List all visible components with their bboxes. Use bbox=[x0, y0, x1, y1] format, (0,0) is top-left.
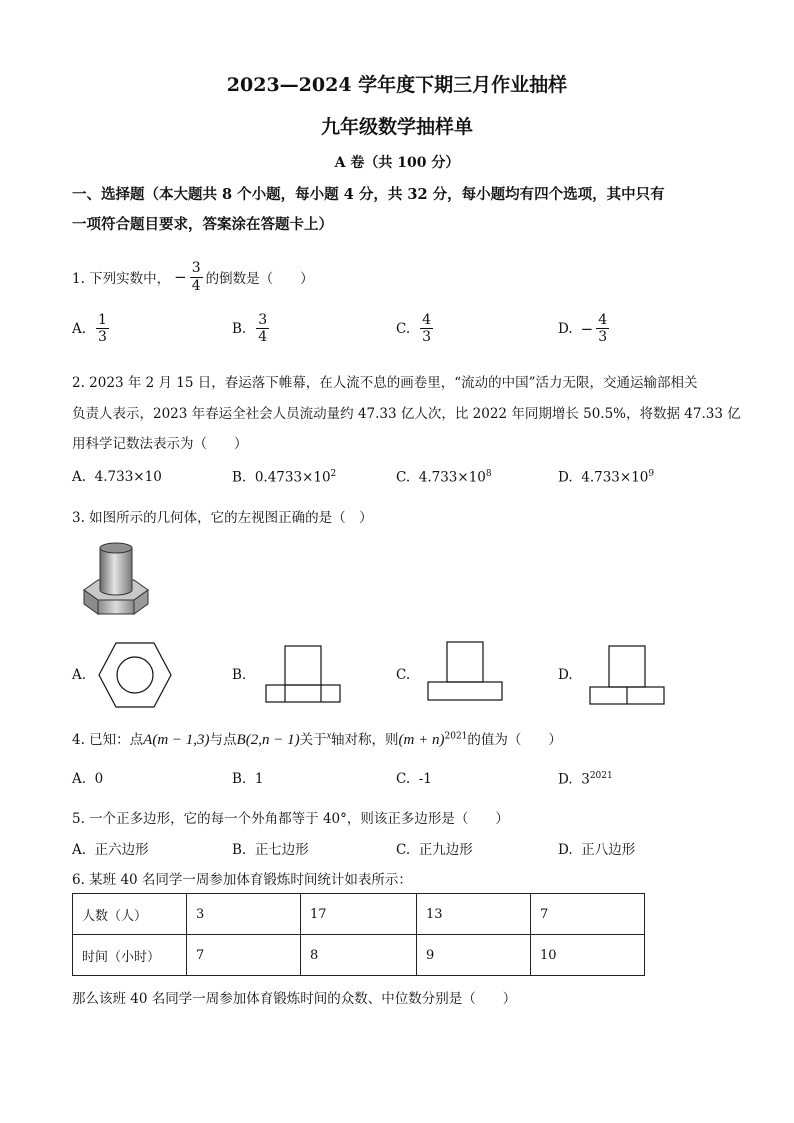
q5-b-letter: B. bbox=[232, 842, 247, 858]
q2-option-c[interactable] bbox=[396, 469, 492, 486]
q2-a-value: 4.733×10 bbox=[94, 469, 162, 485]
q3-solid-figure bbox=[78, 540, 154, 622]
q2-b-letter: B. bbox=[232, 469, 247, 486]
q1-option-d-fraction bbox=[596, 312, 609, 345]
q4-c-value: -1 bbox=[418, 771, 432, 787]
q6-question: 那么该班 40 名同学一周参加体育锻炼时间的众数、中位数分别是（ ） bbox=[72, 991, 517, 1007]
q1-option-d-letter: D. bbox=[558, 320, 573, 337]
table-cell: 人数（人） bbox=[73, 894, 187, 935]
q1-option-c-fraction bbox=[420, 312, 433, 345]
q5-text: 5. 一个正多边形，它的每一个外角都等于 40°，则该正多边形是（ ） bbox=[72, 811, 509, 827]
table-row bbox=[73, 894, 645, 935]
table-cell: 13 bbox=[417, 894, 531, 935]
q5-a-letter: A. bbox=[72, 842, 87, 858]
q3-option-a-hexagon-figure bbox=[98, 642, 172, 708]
q2-d-value: 4.733×10 bbox=[581, 469, 649, 486]
q4-point-b-coords: (2,n − 1) bbox=[245, 732, 300, 748]
q1-d-num: 4 bbox=[598, 312, 608, 328]
q1-option-b-letter: B. bbox=[232, 320, 247, 337]
q1-option-d[interactable] bbox=[558, 312, 612, 345]
paper-part-label: A 卷（共 100 分） bbox=[334, 155, 460, 171]
q4-b-letter: B. bbox=[232, 771, 247, 787]
q3-option-a[interactable]: A. bbox=[72, 667, 87, 683]
q2-line2: 负责人表示，2023 年春运全社会人员流动量约 47.33 亿人次，比 2022 年同期增长 50.5%，将数据 47.33 亿 bbox=[72, 406, 741, 422]
q5-d-value: 正八边形 bbox=[581, 842, 636, 858]
q4-point-a-coords: (m − 1,3) bbox=[152, 732, 210, 748]
q4-d-value: 3 bbox=[581, 771, 590, 788]
q4-option-d[interactable] bbox=[558, 771, 613, 788]
q3-option-b-figure bbox=[265, 645, 341, 703]
q4-c-letter: C. bbox=[396, 771, 411, 787]
exam-subtitle: 九年级数学抽样单 bbox=[320, 116, 473, 138]
q5-option-d[interactable] bbox=[558, 838, 635, 858]
table-cell: 10 bbox=[531, 935, 645, 976]
q2-c-letter: C. bbox=[396, 469, 411, 486]
q3-option-c[interactable]: C. bbox=[396, 667, 411, 683]
q1-option-a[interactable] bbox=[72, 312, 112, 345]
q3-text: 3. 如图所示的几何体，它的左视图正确的是（ ） bbox=[72, 510, 373, 526]
q4-option-a[interactable] bbox=[72, 771, 103, 787]
q3-option-d[interactable]: D. bbox=[558, 667, 573, 683]
q1-c-den: 3 bbox=[422, 329, 432, 346]
q1-frac-num: 3 bbox=[191, 260, 201, 277]
q1-option-a-fraction bbox=[96, 312, 109, 345]
q4-mid: 与点 bbox=[209, 732, 237, 748]
question-4 bbox=[72, 728, 562, 749]
q1-b-den: 4 bbox=[258, 329, 268, 346]
q2-b-exp: 2 bbox=[330, 469, 337, 479]
q1-b-num: 3 bbox=[258, 312, 268, 328]
q1-suffix: 的倒数是（ ） bbox=[205, 271, 314, 287]
q6-text: 6. 某班 40 名同学一周参加体育锻炼时间统计如表所示： bbox=[72, 872, 412, 888]
q4-b-value: 1 bbox=[254, 771, 264, 787]
q2-option-b[interactable] bbox=[232, 469, 336, 486]
q3-option-c-figure bbox=[427, 641, 503, 701]
q5-option-b[interactable] bbox=[232, 838, 309, 858]
q6-frequency-table bbox=[72, 893, 645, 976]
q1-a-num: 1 bbox=[98, 312, 107, 328]
q2-a-letter: A. bbox=[72, 469, 87, 485]
q5-option-c[interactable] bbox=[396, 838, 473, 858]
q3-option-d-figure bbox=[589, 645, 665, 705]
table-cell: 17 bbox=[301, 894, 417, 935]
q1-prefix: 1. 下列实数中， bbox=[72, 271, 171, 287]
q1-option-b-fraction bbox=[256, 312, 269, 345]
q4-expr: (m + n) bbox=[398, 732, 445, 748]
q5-d-letter: D. bbox=[558, 842, 573, 858]
q2-option-a[interactable] bbox=[72, 469, 162, 485]
q4-option-b[interactable] bbox=[232, 771, 263, 787]
q2-option-d[interactable] bbox=[558, 469, 654, 486]
q4-prefix: 4. 已知：点 bbox=[72, 732, 144, 748]
table-cell: 3 bbox=[187, 894, 301, 935]
q2-b-value: 0.4733×10 bbox=[254, 469, 331, 486]
q1-d-den: 3 bbox=[598, 329, 608, 346]
q1-option-c[interactable] bbox=[396, 312, 436, 345]
q4-point-b-name: B bbox=[236, 732, 246, 748]
q1-option-a-letter: A. bbox=[72, 320, 87, 337]
q2-line3: 用科学记数法表示为（ ） bbox=[72, 436, 248, 452]
q4-d-letter: D. bbox=[558, 771, 573, 788]
q1-c-num: 4 bbox=[422, 312, 432, 328]
q2-d-letter: D. bbox=[558, 469, 573, 486]
q1-frac-den: 4 bbox=[191, 277, 201, 294]
table-cell: 8 bbox=[301, 935, 417, 976]
q1-fraction bbox=[190, 260, 203, 293]
table-cell: 7 bbox=[531, 894, 645, 935]
exam-title: 2023—2024 学年度下期三月作业抽样 bbox=[226, 74, 568, 96]
q5-a-value: 正六边形 bbox=[94, 842, 149, 858]
section-heading-line1: 一、选择题（本大题共 8 个小题，每小题 4 分，共 32 分，每小题均有四个选项，其中只有 bbox=[72, 186, 665, 203]
q2-c-exp: 8 bbox=[485, 469, 492, 479]
q5-b-value: 正七边形 bbox=[254, 842, 309, 858]
table-cell: 9 bbox=[417, 935, 531, 976]
table-cell: 7 bbox=[187, 935, 301, 976]
q4-mid3: 轴对称，则 bbox=[331, 732, 399, 748]
q4-option-c[interactable] bbox=[396, 771, 432, 787]
q5-c-letter: C. bbox=[396, 842, 411, 858]
q5-c-value: 正九边形 bbox=[418, 842, 473, 858]
section-heading-line2: 一项符合题目要求，答案涂在答题卡上） bbox=[72, 216, 333, 233]
q1-option-d-sign: − bbox=[580, 319, 594, 338]
q1-option-c-letter: C. bbox=[396, 320, 411, 337]
q4-suffix: 的值为（ ） bbox=[467, 732, 562, 748]
q4-a-letter: A. bbox=[72, 771, 87, 787]
q4-a-value: 0 bbox=[94, 771, 104, 787]
q4-mid2: 关于 bbox=[299, 732, 327, 748]
q5-option-a[interactable] bbox=[72, 838, 149, 858]
q4-axis: x bbox=[326, 730, 332, 742]
q4-point-a-name: A bbox=[143, 732, 153, 748]
q1-option-b[interactable] bbox=[232, 312, 272, 345]
q2-line1: 2. 2023 年 2 月 15 日，春运落下帷幕，在人流不息的画卷里，“流动的中国”活力无限，交通运输部相关 bbox=[72, 375, 698, 391]
q4-d-exp: 2021 bbox=[589, 771, 613, 781]
q2-c-value: 4.733×10 bbox=[418, 469, 486, 486]
question-1 bbox=[72, 246, 314, 308]
q3-option-b[interactable]: B. bbox=[232, 667, 247, 683]
q2-d-exp: 9 bbox=[648, 469, 655, 479]
table-cell: 时间（小时） bbox=[73, 935, 187, 976]
q4-expr-exp: 2021 bbox=[444, 731, 468, 742]
q1-a-den: 3 bbox=[98, 329, 107, 346]
q1-frac-sign: − bbox=[174, 268, 187, 286]
table-row bbox=[73, 935, 645, 976]
